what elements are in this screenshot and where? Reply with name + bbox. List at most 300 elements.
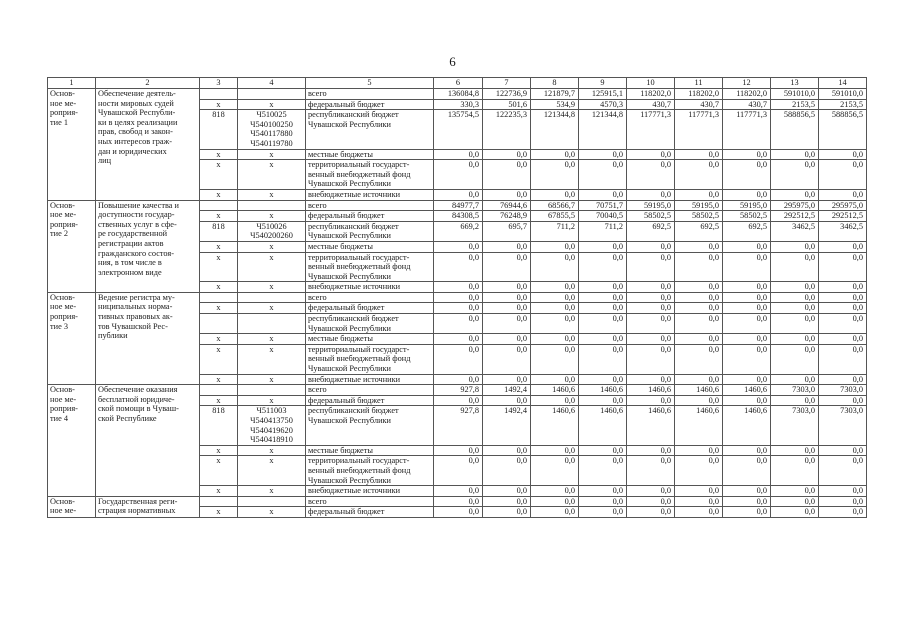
measure-description (96, 292, 200, 384)
funding-source-line: венный внебюджетный фонд (308, 262, 411, 272)
amount-cell: 0,0 (434, 456, 483, 486)
measure-description-line: ности мировых судей (98, 98, 174, 108)
measure-label-line: тие 3 (50, 321, 68, 331)
amount-cell: 0,0 (579, 374, 627, 385)
funding-source-line: республиканский бюджет (308, 406, 399, 416)
amount-cell: 0,0 (723, 507, 771, 518)
funding-source (306, 456, 434, 486)
measure-label-line: Основ- (50, 385, 75, 395)
funding-source-line: местные бюджеты (308, 241, 373, 251)
amount-cell: 292512,5 (771, 211, 819, 222)
amount-cell: 591010,0 (771, 89, 819, 100)
budget-class-code-line: x (269, 211, 274, 221)
amount-cell: 0,0 (483, 160, 531, 190)
table-row (48, 496, 867, 507)
measure-label-line: роприя- (50, 404, 78, 414)
amount-cell: 0,0 (531, 149, 579, 160)
column-header: 11 (675, 78, 723, 89)
amount-cell: 0,0 (819, 496, 867, 507)
funding-source-line: внебюджетные источники (308, 374, 401, 384)
amount-cell: 0,0 (531, 507, 579, 518)
amount-cell: 76248,9 (483, 211, 531, 222)
amount-cell: 0,0 (531, 486, 579, 497)
amount-cell: 0,0 (771, 149, 819, 160)
amount-cell: 0,0 (627, 282, 675, 293)
budget-class-code (238, 486, 306, 497)
amount-cell: 0,0 (627, 486, 675, 497)
amount-cell: 295975,0 (771, 200, 819, 211)
measure-description (96, 200, 200, 292)
amount-cell: 84977,7 (434, 200, 483, 211)
amount-cell: 0,0 (579, 334, 627, 345)
budget-class-code (238, 221, 306, 241)
amount-cell: 1460,6 (531, 406, 579, 445)
budget-class-code-line: x (269, 303, 274, 313)
table-row (48, 200, 867, 211)
budget-class-code-line: Ч540413750 (250, 416, 293, 425)
amount-cell: 0,0 (627, 507, 675, 518)
funding-source-line: всего (308, 385, 327, 395)
budget-class-code (238, 99, 306, 110)
amount-cell: 136084,8 (434, 89, 483, 100)
amount-cell: 117771,3 (723, 110, 771, 149)
budget-class-code-line: x (269, 241, 274, 251)
funding-source (306, 395, 434, 406)
budget-class-code-line: x (269, 486, 274, 496)
amount-cell: 534,9 (531, 99, 579, 110)
funding-source-line: Чувашской Республики (308, 416, 391, 425)
table-row (48, 385, 867, 396)
budget-class-code (238, 200, 306, 211)
grbs-code (200, 89, 238, 100)
column-header: 4 (238, 78, 306, 89)
amount-cell: 1460,6 (627, 406, 675, 445)
funding-source (306, 406, 434, 445)
amount-cell: 0,0 (723, 344, 771, 374)
amount-cell: 0,0 (483, 149, 531, 160)
funding-source (306, 496, 434, 507)
budget-class-code (238, 334, 306, 345)
funding-source (306, 507, 434, 518)
amount-cell: 0,0 (771, 282, 819, 293)
budget-class-code-line: x (269, 374, 274, 384)
measure-description-line: Ведение регистра му- (98, 292, 175, 302)
funding-source-line: федеральный бюджет (308, 303, 385, 313)
amount-cell: 0,0 (531, 303, 579, 314)
budget-class-code (238, 385, 306, 396)
amount-cell: 0,0 (819, 395, 867, 406)
amount-cell: 692,5 (723, 221, 771, 241)
budget-class-code-line: x (269, 507, 274, 517)
amount-cell: 0,0 (675, 282, 723, 293)
amount-cell: 59195,0 (675, 200, 723, 211)
amount-cell: 0,0 (483, 486, 531, 497)
amount-cell: 430,7 (723, 99, 771, 110)
funding-source-line: федеральный бюджет (308, 211, 385, 221)
budget-class-code (238, 252, 306, 282)
funding-source-line: федеральный бюджет (308, 395, 385, 405)
funding-source (306, 160, 434, 190)
amount-cell: 3462,5 (819, 221, 867, 241)
amount-cell: 0,0 (819, 303, 867, 314)
budget-class-code-line: x (269, 160, 274, 170)
budget-class-code (238, 149, 306, 160)
amount-cell: 84308,5 (434, 211, 483, 222)
grbs-code (200, 292, 238, 303)
budget-class-code-line: Ч510025 (256, 110, 287, 120)
measure-label-line: тие 1 (50, 117, 68, 127)
amount-cell: 0,0 (483, 456, 531, 486)
funding-source (306, 314, 434, 334)
amount-cell: 0,0 (627, 292, 675, 303)
amount-cell: 0,0 (531, 189, 579, 200)
amount-cell: 0,0 (627, 456, 675, 486)
amount-cell: 0,0 (771, 486, 819, 497)
amount-cell: 0,0 (531, 344, 579, 374)
grbs-code: x (200, 344, 238, 374)
funding-source-line: федеральный бюджет (308, 99, 385, 109)
column-header: 3 (200, 78, 238, 89)
amount-cell: 0,0 (723, 160, 771, 190)
measure-label-line: роприя- (50, 312, 78, 322)
amount-cell: 0,0 (627, 252, 675, 282)
amount-cell: 0,0 (771, 241, 819, 252)
funding-source-line: республиканский бюджет (308, 314, 399, 324)
measure-description (96, 496, 200, 517)
column-header: 9 (579, 78, 627, 89)
measure-label (48, 385, 96, 497)
amount-cell: 58502,5 (675, 211, 723, 222)
amount-cell: 0,0 (579, 344, 627, 374)
amount-cell: 0,0 (723, 334, 771, 345)
amount-cell: 0,0 (434, 334, 483, 345)
funding-source (306, 445, 434, 456)
page-number: 6 (449, 54, 456, 69)
budget-class-code-line: x (269, 445, 274, 455)
grbs-code: x (200, 241, 238, 252)
funding-source (306, 189, 434, 200)
amount-cell: 0,0 (819, 160, 867, 190)
amount-cell: 7303,0 (819, 406, 867, 445)
measure-description-line: регистрации актов (98, 238, 164, 248)
measure-description-line: ниципальных норма- (98, 302, 173, 312)
funding-source-line: венный внебюджетный фонд (308, 465, 411, 475)
funding-source-line: Чувашской Республики (308, 119, 391, 129)
measure-description-line: гражданского состоя- (98, 248, 174, 258)
measure-label (48, 496, 96, 517)
column-header: 13 (771, 78, 819, 89)
amount-cell: 0,0 (627, 314, 675, 334)
grbs-code: x (200, 189, 238, 200)
amount-cell: 122235,3 (483, 110, 531, 149)
amount-cell: 0,0 (434, 314, 483, 334)
measure-description-line: ской Республике (98, 414, 157, 423)
amount-cell: 0,0 (531, 314, 579, 334)
budget-class-code-line: x (269, 334, 274, 344)
amount-cell: 0,0 (723, 303, 771, 314)
column-header: 14 (819, 78, 867, 89)
funding-source-line: федеральный бюджет (308, 507, 385, 517)
budget-class-code (238, 303, 306, 314)
amount-cell: 121344,8 (531, 110, 579, 149)
amount-cell: 0,0 (723, 149, 771, 160)
amount-cell: 118202,0 (723, 89, 771, 100)
amount-cell: 0,0 (579, 189, 627, 200)
amount-cell: 0,0 (819, 374, 867, 385)
amount-cell: 1460,6 (627, 385, 675, 396)
funding-source (306, 282, 434, 293)
amount-cell: 0,0 (627, 344, 675, 374)
amount-cell: 0,0 (531, 282, 579, 293)
funding-source (306, 211, 434, 222)
amount-cell: 0,0 (483, 241, 531, 252)
grbs-code: x (200, 374, 238, 385)
grbs-code: x (200, 252, 238, 282)
measure-label (48, 89, 96, 201)
grbs-code: x (200, 334, 238, 345)
amount-cell: 0,0 (819, 282, 867, 293)
measure-label-line: ное ме- (50, 394, 77, 404)
amount-cell: 0,0 (723, 395, 771, 406)
amount-cell: 0,0 (675, 334, 723, 345)
amount-cell: 1460,6 (723, 385, 771, 396)
amount-cell: 0,0 (819, 292, 867, 303)
budget-class-code-line: x (269, 282, 274, 292)
amount-cell: 0,0 (483, 344, 531, 374)
amount-cell: 711,2 (579, 221, 627, 241)
amount-cell: 0,0 (675, 507, 723, 518)
budget-class-code (238, 507, 306, 518)
amount-cell: 695,7 (483, 221, 531, 241)
measure-label-line: ное ме- (50, 506, 77, 516)
amount-cell: 711,2 (531, 221, 579, 241)
amount-cell: 0,0 (675, 314, 723, 334)
funding-source (306, 149, 434, 160)
grbs-code: x (200, 303, 238, 314)
amount-cell: 0,0 (434, 486, 483, 497)
amount-cell: 0,0 (627, 445, 675, 456)
amount-cell: 0,0 (434, 189, 483, 200)
amount-cell: 0,0 (723, 496, 771, 507)
amount-cell: 0,0 (675, 496, 723, 507)
funding-source (306, 89, 434, 100)
amount-cell: 1460,6 (579, 385, 627, 396)
column-header: 2 (96, 78, 200, 89)
amount-cell: 0,0 (434, 160, 483, 190)
amount-cell: 67855,5 (531, 211, 579, 222)
funding-source (306, 303, 434, 314)
grbs-code: x (200, 456, 238, 486)
amount-cell: 125915,1 (579, 89, 627, 100)
budget-class-code (238, 241, 306, 252)
amount-cell: 0,0 (531, 456, 579, 486)
measure-description-line: тов Чувашской Рес- (98, 321, 168, 331)
amount-cell: 1492,4 (483, 406, 531, 445)
funding-source-line: всего (308, 496, 327, 506)
funding-source-line: Чувашской Республики (308, 271, 391, 281)
amount-cell: 0,0 (771, 292, 819, 303)
column-header: 1 (48, 78, 96, 89)
amount-cell: 0,0 (771, 334, 819, 345)
measure-description-line: ных интересов граж- (98, 136, 173, 146)
amount-cell: 0,0 (579, 282, 627, 293)
amount-cell: 0,0 (771, 496, 819, 507)
amount-cell: 0,0 (771, 507, 819, 518)
amount-cell: 0,0 (675, 456, 723, 486)
amount-cell: 0,0 (819, 241, 867, 252)
budget-class-code (238, 292, 306, 303)
measure-description-line: лиц (98, 156, 112, 166)
amount-cell: 0,0 (675, 149, 723, 160)
amount-cell: 0,0 (483, 334, 531, 345)
funding-source (306, 200, 434, 211)
table-row (48, 292, 867, 303)
amount-cell: 117771,3 (627, 110, 675, 149)
budget-class-code-line: Ч540200260 (250, 231, 293, 241)
amount-cell: 4570,3 (579, 99, 627, 110)
measure-description-line: электронном виде (98, 267, 162, 277)
funding-source-line: внебюджетные источники (308, 282, 401, 292)
column-header-row (48, 78, 867, 89)
amount-cell: 0,0 (771, 395, 819, 406)
funding-source (306, 221, 434, 241)
measure-label (48, 292, 96, 384)
amount-cell: 692,5 (627, 221, 675, 241)
amount-cell: 0,0 (771, 314, 819, 334)
grbs-code (200, 200, 238, 211)
amount-cell: 0,0 (579, 314, 627, 334)
amount-cell: 59195,0 (723, 200, 771, 211)
amount-cell: 0,0 (771, 456, 819, 486)
measure-description-line: дан и юридических (98, 146, 167, 156)
amount-cell: 0,0 (531, 334, 579, 345)
funding-source-line: внебюджетные источники (308, 486, 401, 496)
measure-label (48, 200, 96, 292)
amount-cell: 0,0 (579, 292, 627, 303)
amount-cell: 0,0 (675, 252, 723, 282)
measure-label-line: Основ- (50, 89, 75, 98)
budget-class-code (238, 160, 306, 190)
column-header: 8 (531, 78, 579, 89)
amount-cell: 0,0 (675, 303, 723, 314)
funding-source (306, 110, 434, 149)
budget-class-code (238, 445, 306, 456)
funding-source-line: Чувашской Республики (308, 323, 391, 333)
amount-cell: 117771,3 (675, 110, 723, 149)
amount-cell: 0,0 (579, 507, 627, 518)
grbs-code: x (200, 507, 238, 518)
measure-label-line: тие 2 (50, 229, 68, 239)
amount-cell: 927,8 (434, 406, 483, 445)
measure-label-line: ное ме- (50, 210, 77, 220)
amount-cell: 135754,5 (434, 110, 483, 149)
amount-cell: 0,0 (819, 252, 867, 282)
funding-source-line: всего (308, 200, 327, 210)
measure-description-line: ской помощи в Чуваш- (98, 404, 179, 414)
measure-description-line: Государственная реги- (98, 496, 178, 506)
budget-class-code (238, 344, 306, 374)
amount-cell: 0,0 (483, 189, 531, 200)
amount-cell: 0,0 (483, 282, 531, 293)
amount-cell: 0,0 (723, 445, 771, 456)
funding-source-line: венный внебюджетный фонд (308, 169, 411, 179)
funding-source-line: территориальный государст- (308, 344, 410, 354)
amount-cell: 0,0 (483, 314, 531, 334)
measure-description-line: ния, в том числе в (98, 258, 162, 268)
amount-cell: 0,0 (627, 303, 675, 314)
amount-cell: 0,0 (723, 456, 771, 486)
amount-cell: 0,0 (579, 241, 627, 252)
grbs-code: x (200, 282, 238, 293)
budget-class-code (238, 314, 306, 334)
amount-cell: 0,0 (483, 445, 531, 456)
grbs-code: x (200, 149, 238, 160)
amount-cell: 0,0 (434, 507, 483, 518)
funding-source (306, 241, 434, 252)
funding-source-line: местные бюджеты (308, 334, 373, 344)
amount-cell: 70751,7 (579, 200, 627, 211)
amount-cell: 292512,5 (819, 211, 867, 222)
funding-source-line: всего (308, 292, 327, 302)
measure-label-line: роприя- (50, 219, 78, 229)
measure-description-line: страция нормативных (98, 506, 176, 516)
amount-cell: 0,0 (434, 303, 483, 314)
amount-cell: 0,0 (483, 303, 531, 314)
funding-source-line: местные бюджеты (308, 149, 373, 159)
funding-source-line: территориальный государст- (308, 160, 410, 170)
amount-cell: 0,0 (434, 344, 483, 374)
funding-source-line: Чувашской Республики (308, 179, 391, 189)
amount-cell: 588856,5 (819, 110, 867, 149)
amount-cell: 588856,5 (771, 110, 819, 149)
budget-class-code-line: x (269, 456, 274, 466)
funding-source (306, 334, 434, 345)
column-header: 12 (723, 78, 771, 89)
amount-cell: 0,0 (819, 507, 867, 518)
amount-cell: 0,0 (434, 374, 483, 385)
amount-cell: 0,0 (675, 344, 723, 374)
table-row (48, 89, 867, 100)
amount-cell: 0,0 (434, 445, 483, 456)
budget-class-code-line: x (269, 344, 274, 354)
amount-cell: 0,0 (579, 456, 627, 486)
amount-cell: 692,5 (675, 221, 723, 241)
budget-class-code-line: x (269, 99, 274, 109)
measure-label-line: Основ- (50, 292, 75, 302)
amount-cell: 0,0 (723, 189, 771, 200)
amount-cell: 0,0 (579, 149, 627, 160)
amount-cell: 0,0 (627, 496, 675, 507)
budget-class-code (238, 89, 306, 100)
funding-source-line: Чувашской Республики (308, 364, 391, 374)
amount-cell: 7303,0 (771, 385, 819, 396)
budget-class-code (238, 189, 306, 200)
amount-cell: 1492,4 (483, 385, 531, 396)
amount-cell: 122736,9 (483, 89, 531, 100)
amount-cell: 0,0 (483, 252, 531, 282)
financing-table (47, 77, 867, 518)
measure-description-line: ре государственной (98, 229, 168, 239)
funding-source (306, 374, 434, 385)
amount-cell: 0,0 (531, 445, 579, 456)
amount-cell: 591010,0 (819, 89, 867, 100)
amount-cell: 0,0 (771, 160, 819, 190)
amount-cell: 0,0 (723, 252, 771, 282)
amount-cell: 2153,5 (819, 99, 867, 110)
amount-cell: 0,0 (771, 252, 819, 282)
measure-label-line: Основ- (50, 200, 75, 210)
amount-cell: 0,0 (434, 241, 483, 252)
